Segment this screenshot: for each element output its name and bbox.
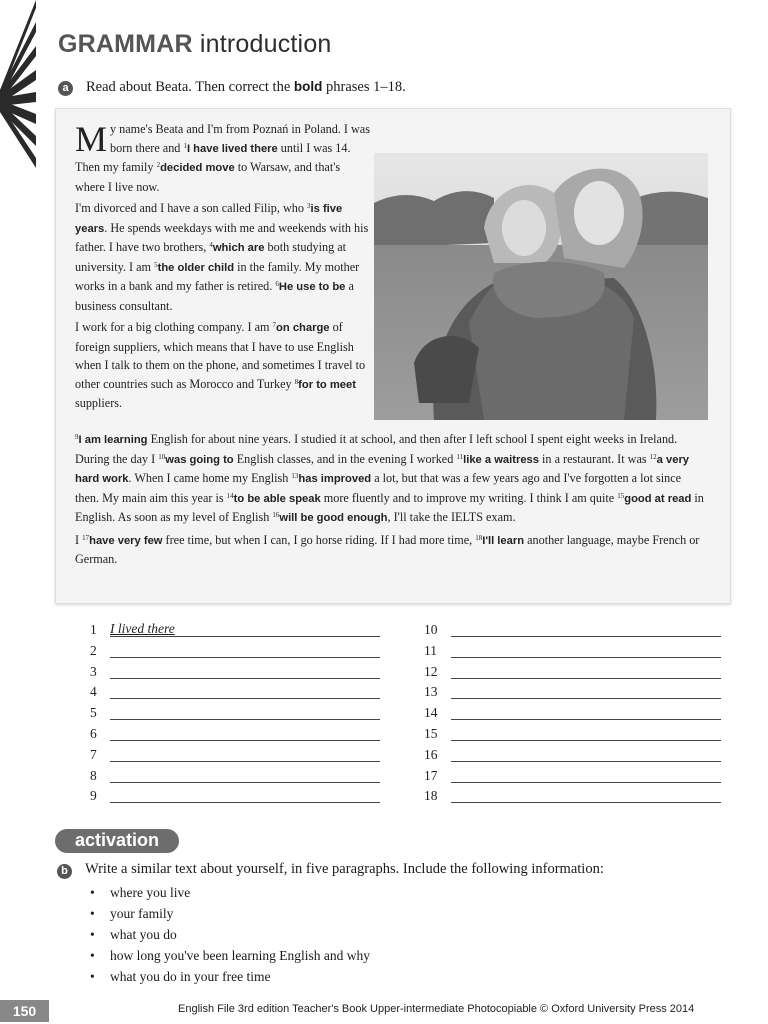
- answer-number: 5: [90, 705, 97, 721]
- exercise-b-badge: b: [57, 864, 72, 879]
- answer-blank: [110, 761, 380, 762]
- answer-blank: [110, 719, 380, 720]
- page-title: [58, 30, 332, 59]
- text-run: English classes, and in the evening I worked: [233, 451, 457, 466]
- text-run: I'm divorced and I have a son called Filip, who: [75, 201, 308, 215]
- answer-blank: [451, 740, 721, 741]
- text-run: another language, maybe French or German.: [75, 532, 700, 566]
- bold-phrase-13: has improved: [298, 473, 372, 485]
- bold-phrase-2: decided move: [160, 162, 235, 174]
- bullet-item: • your family: [90, 903, 370, 924]
- text-run: more fluently and to improve my writing. I think I am quite: [320, 490, 618, 505]
- phrase-number: 4: [209, 241, 213, 249]
- exercise-b-instruction: Write a similar text about yourself, in five paragraphs. Include the following information:: [85, 861, 604, 877]
- phrase-number: 8: [294, 377, 299, 386]
- answer-number: 2: [90, 642, 97, 658]
- paragraph-3: [75, 318, 370, 413]
- answer-number: 17: [424, 767, 438, 783]
- title-grammar: GRAMMAR: [58, 30, 193, 58]
- answer-blank: [110, 802, 380, 803]
- text-run: English for about nine years. I studied it at school, and then after I left school I spent eight weeks in Ireland. During the day I: [75, 432, 678, 466]
- phrase-number: 12: [649, 452, 657, 461]
- exercise-a-instruction: [86, 79, 406, 96]
- answer-number: 14: [424, 705, 438, 721]
- phrase-number: 1: [183, 141, 187, 150]
- phrase-number: 6: [275, 280, 279, 288]
- text-run: , I'll take the IELTS exam.: [387, 510, 516, 524]
- answer-number: 11: [424, 642, 437, 658]
- bold-phrase-16: will be good enough: [279, 512, 388, 524]
- answer-number: 10: [424, 622, 438, 637]
- answer-blank: [451, 802, 721, 803]
- phrase-number: 3: [307, 202, 311, 210]
- bullet-item: • what you do in your free time: [90, 966, 370, 987]
- bold-phrase-10: was going to: [165, 453, 234, 466]
- phrase-number: 15: [617, 491, 625, 500]
- bold-phrase-7: on charge: [276, 322, 330, 334]
- bold-phrase-5: the older child: [157, 261, 235, 274]
- bullet-item: • what you do: [90, 924, 370, 945]
- phrase-number: 5: [154, 260, 158, 269]
- text-run: y name's Beata and I'm from Poznań in Poland. I was born there and: [110, 122, 370, 155]
- text-run: of foreign suppliers, which means that I have to use English when I talk to them on the phone, and sometimes I travel to other countries such as Morocco and Turkey: [75, 320, 366, 391]
- bullet-item: • how long you've been learning English and why: [90, 945, 370, 966]
- answer-number: 12: [424, 663, 438, 679]
- text-run: in English. As soon as my level of English: [75, 490, 704, 524]
- phrase-number: 7: [272, 321, 277, 329]
- instruction-part-1: Read about Beata. Then correct the: [86, 79, 294, 95]
- bold-phrase-18: I'll learn: [482, 534, 525, 547]
- mother-and-child-photo: [374, 153, 708, 420]
- answer-blank: [451, 719, 721, 720]
- paragraph-5: [75, 531, 705, 569]
- answer-blank: [451, 657, 721, 658]
- bold-phrase-17: have very few: [89, 534, 163, 547]
- text-run: in the family. My mother works in a bank and my father is retired.: [75, 259, 360, 293]
- phrase-number: 16: [272, 511, 280, 519]
- phrase-number: 14: [226, 491, 234, 500]
- instruction-part-2: phrases 1–18.: [322, 79, 406, 95]
- bold-phrase-14: to be able speak: [233, 492, 321, 505]
- phrase-number: 18: [475, 533, 483, 542]
- text-run: suppliers.: [75, 396, 123, 410]
- text-run: I: [75, 532, 83, 547]
- answer-blank: [451, 761, 721, 762]
- answer-number: 18: [424, 788, 438, 804]
- bold-phrase-1: I have lived there: [186, 142, 278, 155]
- instruction-bold-word: bold: [293, 79, 323, 94]
- phrase-number: 11: [456, 452, 464, 461]
- text-run: a lot, but that was a few years ago and I've forgotten a lot since then. My main aim this year is: [75, 471, 682, 505]
- answer-blank: [110, 782, 380, 783]
- bold-phrase-3: is five years: [75, 203, 343, 235]
- answer-number: 15: [424, 726, 438, 741]
- bold-phrase-9: I am learning: [78, 434, 148, 446]
- dropcap-letter: M: [75, 119, 108, 159]
- text-run: in a restaurant. It was: [539, 451, 650, 466]
- answer-blank: [451, 678, 721, 679]
- bold-phrase-11: like a waitress: [463, 453, 539, 466]
- answer-number: 1: [90, 622, 97, 637]
- phrase-number: 9: [75, 433, 79, 441]
- text-run: a business consultant.: [75, 279, 354, 313]
- activation-heading: activation: [55, 829, 179, 853]
- sunburst-decoration: [0, 0, 36, 170]
- page-number: 150: [0, 1000, 49, 1022]
- answer-number: 3: [90, 663, 97, 679]
- phrase-number: 10: [158, 452, 166, 461]
- answer-number: 8: [90, 767, 97, 783]
- answer-number: 13: [424, 684, 438, 700]
- footer-copyright: English File 3rd edition Teacher's Book Upper-intermediate Photocopiable © Oxford University Press 2014: [178, 1003, 695, 1015]
- answer-blank: [110, 698, 380, 699]
- reading-text-wide: [75, 430, 705, 572]
- phrase-number: 2: [156, 161, 161, 169]
- paragraph-4: [75, 430, 705, 528]
- bold-phrase-6: He use to be: [278, 281, 346, 293]
- text-run: to Warsaw, and that's where I live now.: [75, 160, 341, 194]
- answer-blank: [110, 678, 380, 679]
- text-run: both studying at university. I am: [75, 240, 347, 274]
- text-run: . When I came home my English: [128, 471, 292, 485]
- answer-value: I lived there: [110, 621, 175, 636]
- title-introduction: introduction: [199, 30, 332, 58]
- phrase-number: 13: [291, 472, 299, 480]
- paragraph-2: [75, 199, 370, 315]
- answer-blank: [110, 740, 380, 741]
- exercise-a-badge: a: [58, 81, 73, 96]
- bold-phrase-8: for to meet: [298, 378, 356, 391]
- reading-text-column: [75, 120, 370, 416]
- bold-phrase-15: good at read: [624, 492, 692, 505]
- text-run: . He spends weekdays with me and weekends with his father. I have two brothers,: [75, 220, 369, 254]
- answer-blank: [110, 657, 380, 658]
- text-run: I work for a big clothing company. I am: [75, 320, 273, 334]
- bullet-item: • where you live: [90, 882, 370, 903]
- paragraph-1: [75, 120, 370, 196]
- answer-blank: [451, 782, 721, 783]
- answer-number: 7: [90, 746, 97, 762]
- answer-blank: [451, 636, 721, 637]
- info-bullet-list: [90, 882, 370, 987]
- answer-number: 6: [90, 726, 97, 741]
- text-run: free time, but when I can, I go horse riding. If I had more time,: [162, 532, 476, 547]
- phrase-number: 17: [82, 533, 90, 542]
- answer-blank: [451, 698, 721, 699]
- answer-number: 4: [90, 684, 97, 700]
- answer-number: 16: [424, 746, 438, 762]
- bold-phrase-4: which are: [212, 242, 265, 254]
- answer-number: 9: [90, 788, 97, 804]
- bold-phrase-12: a very hard work: [75, 453, 690, 485]
- text-run: until I was 14. Then my family: [75, 140, 351, 174]
